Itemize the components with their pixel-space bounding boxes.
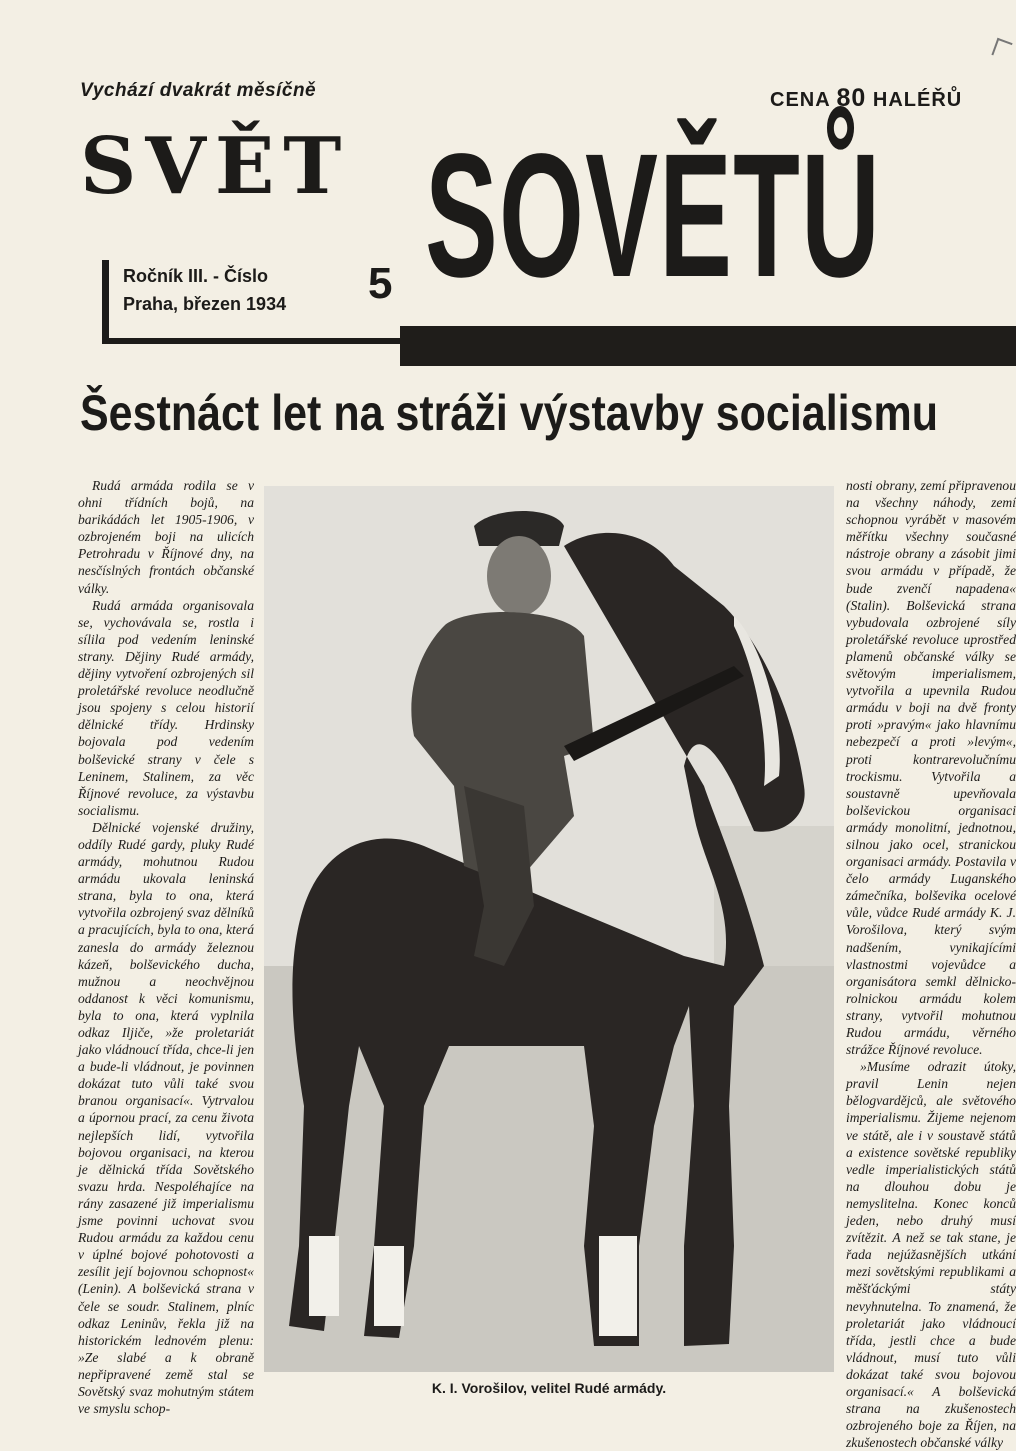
article-paragraph: Rudá armáda rodila se v ohni třídních bojů, na barikádách let 1905-1906, v ozbrojeném boji na ulicích Petrohradu v Říjnové dny, na nesčíslných frontách občanské války.: [78, 478, 254, 596]
photo-caption: K. I. Vorošilov, velitel Rudé armády.: [431, 1380, 667, 1396]
photo-illustration: [264, 486, 834, 1372]
price-prefix: CENA: [770, 89, 830, 111]
corner-mark: [991, 38, 1012, 60]
article-paragraph: Dělnické vojenské družiny, oddíly Rudé gardy, pluky Rudé armády, mohutnou Rudou armádu ukovala leninská strana, byla to ona, která vytvořila ozbrojený svaz dělníků a pracujících, byla to ona, která zanesla do armády železnou kázeň, bolševického ducha, mužnou a neochvějnou oddanost k věci komunismu, byla to ona, která vyplnila odkaz Iljiče, »že proletariát jako vládnoucí třída, chce-li jen a bude-li vládnout, je povinnen dokázat tuto vůli také svou branou organisací«. Vytrvalou a úpornou prací, za cenu života nejlepších lidí, vytvořila bojovou organisaci, na kterou je dělnická třída Sovětského svazu hrda. Nespoléhajíce na rány zasazené již imperialismu jsme povinni uchovat svou Rudou armádu za každou cenu v úplné bojové pohotovosti a zesílit její bojovnou schopnost« (Lenin). A bolševická strana v čele se soudr. Stalinem, plníc odkaz Leninův, řekla již na historickém lednovém plenu: »Ze slabé a k obraně nepřipravené země stal se Sovětský svaz mohutným státem ve smyslu schop-: [78, 819, 254, 1417]
issue-number: 5: [368, 259, 393, 308]
masthead-rule: [400, 326, 1016, 366]
headline: Šestnáct let na stráži výstavby socialismu: [80, 385, 939, 441]
article-paragraph: nosti obrany, zemí připravenou na všechny náhody, zemí schopnou vyrábět v masovém měřítku všechny současné nástroje obrany a zásobit jimi svou armádu v případě, že bude zvenčí napadena« (Stalin). Bolševická strana vybudovala ozbrojené síly proletářské revoluce uprostřed plamenů občanské války se světovým imperialismem, vytvořila a upevnila Rudou armádu v boji na dvě fronty proti »pravým« jako hlavnímu nebezpečí a proti »levým«, proti kontrarevolučnímu trockismu. Vytvořila a soustavně upevňovala bolševickou organisaci armády monolitní, jednotnou, silnou jako ocel, stranickou organisaci armády. Postavila v čelo armády Luganského zámečníka, bolševika ocelové vůle, vůdce Rudé armády K. J. Vorošilova, který svým nadšením, vynikajícími vlastnostmi vojevůdce a organisátora semkl dělnicko-rolnickou armádu kolem strany, vytvořil mohutnou Rudou armádu, věrného strážce Říjnové revoluce.: [846, 478, 1016, 1058]
article-paragraph: Rudá armáda organisovala se, vychovávala se, rostla i sílila pod vedením leninské strany. Dějiny Rudé armády, dějiny vytvoření ozbrojených sil proletářské revoluce neodlučně jsou spojeny s celou historií dělnické třídy. Hrdinsky bojovala pod vedením bolševické strany v čele s Leninem, Stalinem, za věc Říjnové revoluce, za výstavbu socialismu.: [78, 597, 254, 818]
price-number: 80: [836, 84, 867, 112]
place-date: Praha, březen 1934: [123, 294, 287, 314]
price-suffix: HALÉŘŮ: [872, 89, 963, 111]
publication-frequency: Vychází dvakrát měsíčně: [80, 80, 317, 101]
issue-info-box: [102, 260, 413, 344]
article-paragraph: »Musíme odrazit útoky, pravil Lenin nejen bělogvardějců, ale světového imperialismu. Žijeme nejenom ve státě, ale i v soustavě států a existence sovětské republiky vedle imperialistických států na dlouhou dobu je nemyslitelna. Konec konců jeden, nebo druhý musí zvítězit. A než se tak stane, je řada nejúžasnějších utkání mezi sovětskými republikami a měšťáckými státy nevyhnutelna. To znamená, že proletariát jako vládnoucí třída, jestli chce a bude vládnout, musí tuto vůli dokázat také svou bojovou organisací.« A bolševická strana na zkušenostech ozbrojeného boje za Říjen, na zkušenostech občanské války: [846, 1059, 1016, 1451]
volume-line: Ročník III. - Číslo: [123, 266, 269, 286]
masthead-title-right: SOVĚTŮ: [425, 118, 882, 314]
article-column-left: [78, 477, 254, 1417]
price-label: [770, 84, 962, 113]
photo-horseman: [264, 486, 834, 1372]
masthead-title-left: SVĚT: [80, 121, 351, 212]
article-column-right: [846, 477, 1016, 1451]
